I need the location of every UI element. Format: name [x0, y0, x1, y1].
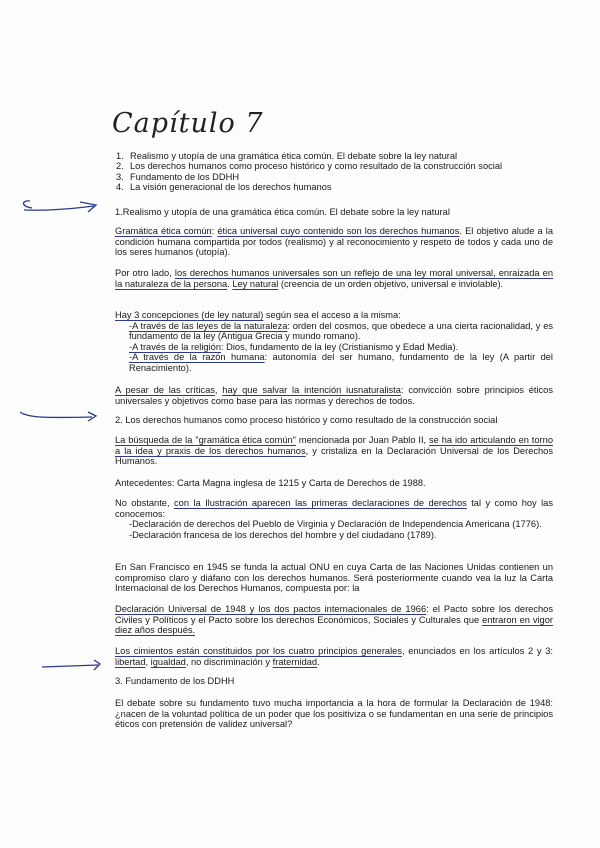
- chapter-title: Capítulo 7: [112, 108, 264, 139]
- list-item: -A través de las leyes de la naturaleza: orden del cosmos, que obedece a una cierta racionalidad, y es fundamento de la ley (Antigua Grecia y mundo romano).: [129, 320, 554, 342]
- handwritten-arrow-icon: [18, 198, 98, 220]
- list-item: -Declaración de derechos del Pueblo de Virginia y Declaración de Independencia Americana (1776).: [129, 519, 542, 530]
- paragraph: Antecedentes: Carta Magna inglesa de 1215 y Carta de Derechos de 1988.: [115, 478, 426, 488]
- handwritten-arrow-icon: [40, 656, 102, 674]
- toc-item: 4. La visión generacional de los derechos humanos: [116, 182, 332, 193]
- section-3-heading: 3. Fundamento de los DDHH: [115, 676, 235, 686]
- paragraph: El debate sobre su fundamento tuvo mucha importancia a la hora de formular la Declaración de 1948: ¿nacen de la voluntad política de un poder que los positiviza o se fundamentan en una serie de principios éticos con pretensión de validez universal?: [115, 698, 553, 730]
- toc-item: 1. Realismo y utopía de una gramática ética común. El debate sobre la ley natural: [116, 151, 458, 161]
- list-item: -Declaración francesa de los derechos del hombre y del ciudadano (1789).: [129, 529, 437, 540]
- list-item: -A través de la religión: Dios, fundamento de la ley (Cristianismo y Edad Media).: [129, 341, 459, 352]
- paragraph: Gramática ética común: ética universal cuyo contenido son los derechos humanos. El objetivo alude a la condición humana compartida por todos (realismo) y al reconocimiento y respeto de todos y cada uno de los seres humanos (utopía).: [115, 226, 554, 258]
- section-2-heading: 2. Los derechos humanos como proceso histórico y como resultado de la construcción social: [115, 415, 498, 425]
- table-of-contents: [116, 151, 596, 193]
- list-item: -A través de la razón humana: autonomía del ser humano, fundamento de la ley (A partir del Renacimiento).: [129, 352, 553, 373]
- paragraph: A pesar de las críticas, hay que salvar la intención iusnaturalista: convicción sobre principios éticos universales y objetivos como base para las normas y derechos de todos.: [115, 385, 553, 406]
- paragraph: Declaración Universal de 1948 y los dos pactos internacionales de 1966: el Pacto sobre los derechos Civiles y Políticos y el Pacto sobre los derechos Económicos, Sociales y Culturales que entraron en vigor diez años después.: [115, 604, 553, 636]
- toc-item: 2. Los derechos humanos como proceso histórico y como resultado de la construcción social: [116, 161, 503, 172]
- toc-item: 3. Fundamento de los DDHH: [116, 171, 240, 182]
- paragraph: No obstante, con la Ilustración aparecen las primeras declaraciones de derechos tal y como hoy las conocemos: -Declaración de derechos del Pueblo de Virginia y Declaración de Independencia Americana (1776). -Declaración francesa de los derechos del hombre y del ciudadano (1789).: [115, 498, 553, 540]
- section-1-heading: 1.Realismo y utopía de una gramática ética común. El debate sobre la ley natural: [115, 207, 450, 217]
- paragraph: Por otro lado, los derechos humanos universales son un reflejo de una ley moral universal, enraizada en la naturaleza de la persona. Ley natural (creencia de un orden objetivo, universal e inviolable).: [115, 268, 553, 289]
- paragraph: La búsqueda de la "gramática ética común" mencionada por Juan Pablo II, se ha ido articulando en torno a la idea y praxis de los derechos humanos, y cristaliza en la Declaración Universal de los Derechos Humanos.: [115, 435, 554, 467]
- paragraph: Los cimientos están constituidos por los cuatro principios generales, enunciados en los artículos 2 y 3: libertad, igualdad, no discriminación y fraternidad.: [115, 646, 553, 667]
- handwritten-arrow-icon: [18, 408, 98, 426]
- paragraph: Hay 3 concepciones (de ley natural) según sea el acceso a la misma: -A través de las leyes de la naturaleza: orden del cosmos, que obedece a una cierta racionalidad, y es fundamento de la ley (Antigua Grecia y mundo romano). -A través de la religión: Dios, fundamento de la ley (Cristianismo y Edad Media). -A través de la razón humana: autonomía del ser humano, fundamento de la ley (A partir del Renacimiento).: [115, 310, 554, 373]
- paragraph: En San Francisco en 1945 se funda la actual ONU en cuya Carta de las Naciones Unidas contienen un compromiso claro y diáfano con los derechos humanos. Será posteriormente cuando vea la luz la Carta Internacional de los Derechos Humanos, compuesta por: la: [115, 562, 553, 594]
